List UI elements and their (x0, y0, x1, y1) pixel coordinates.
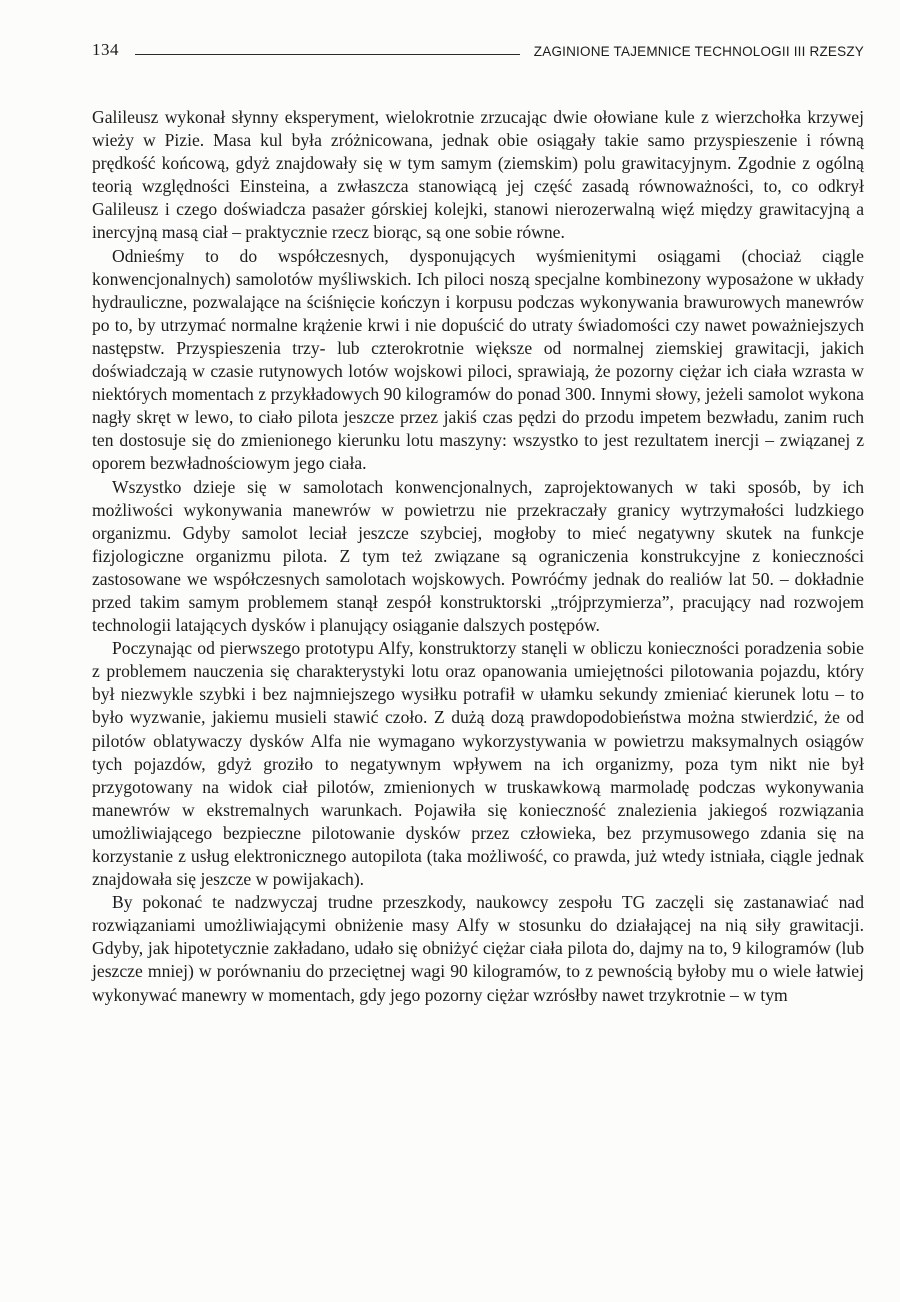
paragraph: By pokonać te nadzwyczaj trudne przeszkody, naukowcy zespołu TG zaczęli się zastanawiać nad rozwiązaniami umożliwiającymi obniżenie masy Alfy w stosunku do działającej na nią siły grawitacji. Gdyby, jak hipotetycznie zakładano, udało się obniżyć ciężar ciała pilota do, dajmy na to, 9 kilogramów (lub jeszcze mniej) w porównaniu do przeciętnej wagi 90 kilogramów, to z pewnością byłoby mu o wiele łatwiej wykonywać manewry w momentach, gdy jego pozorny ciężar wzrósłby nawet trzykrotnie – w tym (92, 892, 864, 1005)
body-text (92, 106, 864, 1007)
paragraph: Odnieśmy to do współczesnych, dysponujących wyśmienitymi osiągami (chociaż ciągle konwencjonalnych) samolotów myśliwskich. Ich piloci noszą specjalne kombinezony wyposażone w układy hydrauliczne, pozwalające na ściśnięcie kończyn i korpusu podczas wykonywania brawurowych manewrów po to, by utrzymać normalne krążenie krwi i nie dopuścić do utraty świadomości czy nawet poważniejszych następstw. Przyspieszenia trzy- lub czterokrotnie większe od normalnej ziemskiej grawitacji, jakich doświadczają w czasie rutynowych lotów wojskowi piloci, sprawiają, że pozorny ciężar ich ciała wzrasta w niektórych momentach z przykładowych 90 kilogramów do ponad 300. Innymi słowy, jeżeli samolot wykona nagły skręt w lewo, to ciało pilota jeszcze przez jakiś czas pędzi do przodu impetem bezwładu, zanim ruch ten dostosuje się do zmienionego kierunku lotu maszyny: wszystko to jest rezultatem inercji – związanej z oporem bezwładnościowym jego ciała. (92, 245, 864, 474)
paragraph: Wszystko dzieje się w samolotach konwencjonalnych, zaprojektowanych w taki sposób, by ich możliwości wykonywania manewrów w powietrzu nie przekraczały granicy wytrzymałości ludzkiego organizmu. Gdyby samolot leciał jeszcze szybciej, mogłoby to mieć negatywny skutek na funkcje fizjologiczne organizmu pilota. Z tym też związane są ograniczenia konstrukcyjne z konieczności zastosowane we współczesnych samolotach wojskowych. Powróćmy jednak do realiów lat 50. – dokładnie przed takim samym problemem stanął zespół konstruktorski „trójprzymierza”, pracujący nad rozwojem technologii latających dysków i planujący osiąganie dalszych postępów. (92, 476, 864, 636)
header-rule (135, 54, 520, 55)
running-header (92, 34, 864, 58)
book-title: ZAGINIONE TAJEMNICE TECHNOLOGII III RZESZY (533, 43, 864, 59)
paragraph: Poczynając od pierwszego prototypu Alfy, konstruktorzy stanęli w obliczu konieczności poradzenia sobie z problemem nauczenia się charakterystyki lotu oraz opanowania umiejętności pilotowania pojazdu, który był niezwykle szybki i bez najmniejszego wysiłku potrafił w ułamku sekundy zmieniać kierunek lotu – to było wyzwanie, jakiemu musieli stawić czoło. Z dużą dozą prawdopodobieństwa można stwierdzić, że od pilotów oblatywaczy dysków Alfa nie wymagano wykorzystywania w powietrzu maksymalnych osiągów tych pojazdów, gdyż groziło to negatywnym wpływem na ich organizmy, poza tym nikt nie był przygotowany na widok ciał pilotów, zmienionych w truskawkową marmoladę podczas wykonywania manewrów w ekstremalnych warunkach. Pojawiła się konieczność znalezienia jakiegoś rozwiązania umożliwiającego bezpieczne pilotowanie dysków przez człowieka, bez przymusowego zdania się na korzystanie z usług elektronicznego autopilota (taka możliwość, co prawda, już wtedy istniała, ciągle jednak znajdowała się jeszcze w powijakach). (92, 638, 864, 890)
page-number: 134 (92, 40, 119, 59)
paragraph: Galileusz wykonał słynny eksperyment, wielokrotnie zrzucając dwie ołowiane kule z wierzchołka krzywej wieży w Pizie. Masa kul była zróżnicowana, jednak obie osiągały takie samo przyspieszenie i równą prędkość końcową, gdyż znajdowały się w tym samym (ziemskim) polu grawitacyjnym. Zgodnie z ogólną teorią względności Einsteina, a zwłaszcza stanowiącą jej część zasadą równoważności, to, co odkrył Galileusz i czego doświadcza pasażer górskiej kolejki, stanowi nierozerwalną więź między grawitacyjną a inercyjną masą ciał – praktycznie rzecz biorąc, są one sobie równe. (92, 107, 864, 243)
